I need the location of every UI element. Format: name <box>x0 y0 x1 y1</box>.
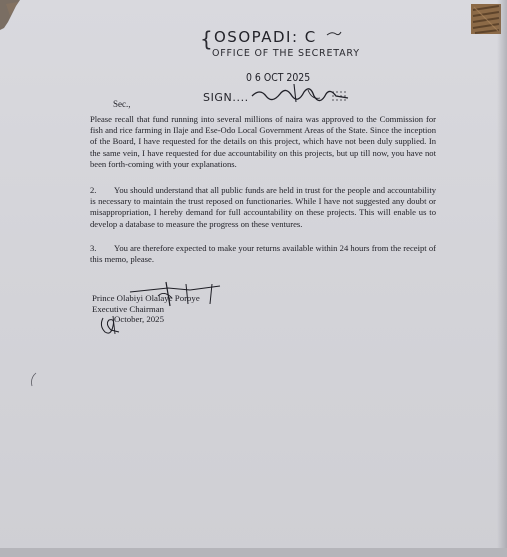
paragraph-2-number: 2. <box>90 185 97 195</box>
signatory-name: Prince Olabiyi Olalaye Poroye <box>92 293 200 303</box>
stray-pen-mark-icon <box>28 372 40 388</box>
received-date-stamp: 0 6 OCT 2025 <box>246 71 311 84</box>
letterhead-org-name: OSOPADI: C <box>214 28 317 46</box>
memo-paragraph-3 <box>90 243 436 265</box>
memo-paragraph-2 <box>90 185 436 230</box>
torn-corner-mark-icon <box>0 0 34 30</box>
paper-bottom-edge <box>0 548 507 557</box>
signatory-title: Executive Chairman <box>92 303 165 314</box>
paragraph-1-text: Please recall that fund running into several millions of naira was approved to the Commission for fish and rice farming in Ilaje and Ese-Odo Local Government Areas of the State. Since the inception of the Board, I have requested for the details on this project, which have not been duly supplied. In the same vein, I have requested for due accountability on this projects, but up till now, you have not been forth-coming with your explanations. <box>90 114 436 169</box>
secretary-signature <box>250 82 350 108</box>
paragraph-3-text: You are therefore expected to make your returns available within 24 hours from the receipt of this memo, please. <box>90 243 436 265</box>
stamp-sign-label: SIGN.... <box>203 91 249 104</box>
pen-stroke-mark-icon <box>326 29 342 39</box>
paragraph-3-number: 3. <box>90 243 97 253</box>
memo-paragraph-1 <box>90 114 436 170</box>
memo-date: October, 2025 <box>114 314 164 324</box>
memo-salutation: Sec., <box>113 99 131 109</box>
paragraph-2-text: You should understand that all public funds are held in trust for the people and accountability is necessary to maintain the trust reposed on functionaries. While I have not suggested any doubt or misappropriation, I hereby demand for full accountability on these projects. This will enable us to develop a database to measure the progress on these ventures. <box>90 185 436 229</box>
letterhead-bracket: { <box>200 27 213 51</box>
letterhead-office-name: OFFICE OF THE SECRETARY <box>212 48 360 59</box>
date-handwritten-initial <box>97 314 123 336</box>
paper-shadow-edge <box>497 0 507 548</box>
